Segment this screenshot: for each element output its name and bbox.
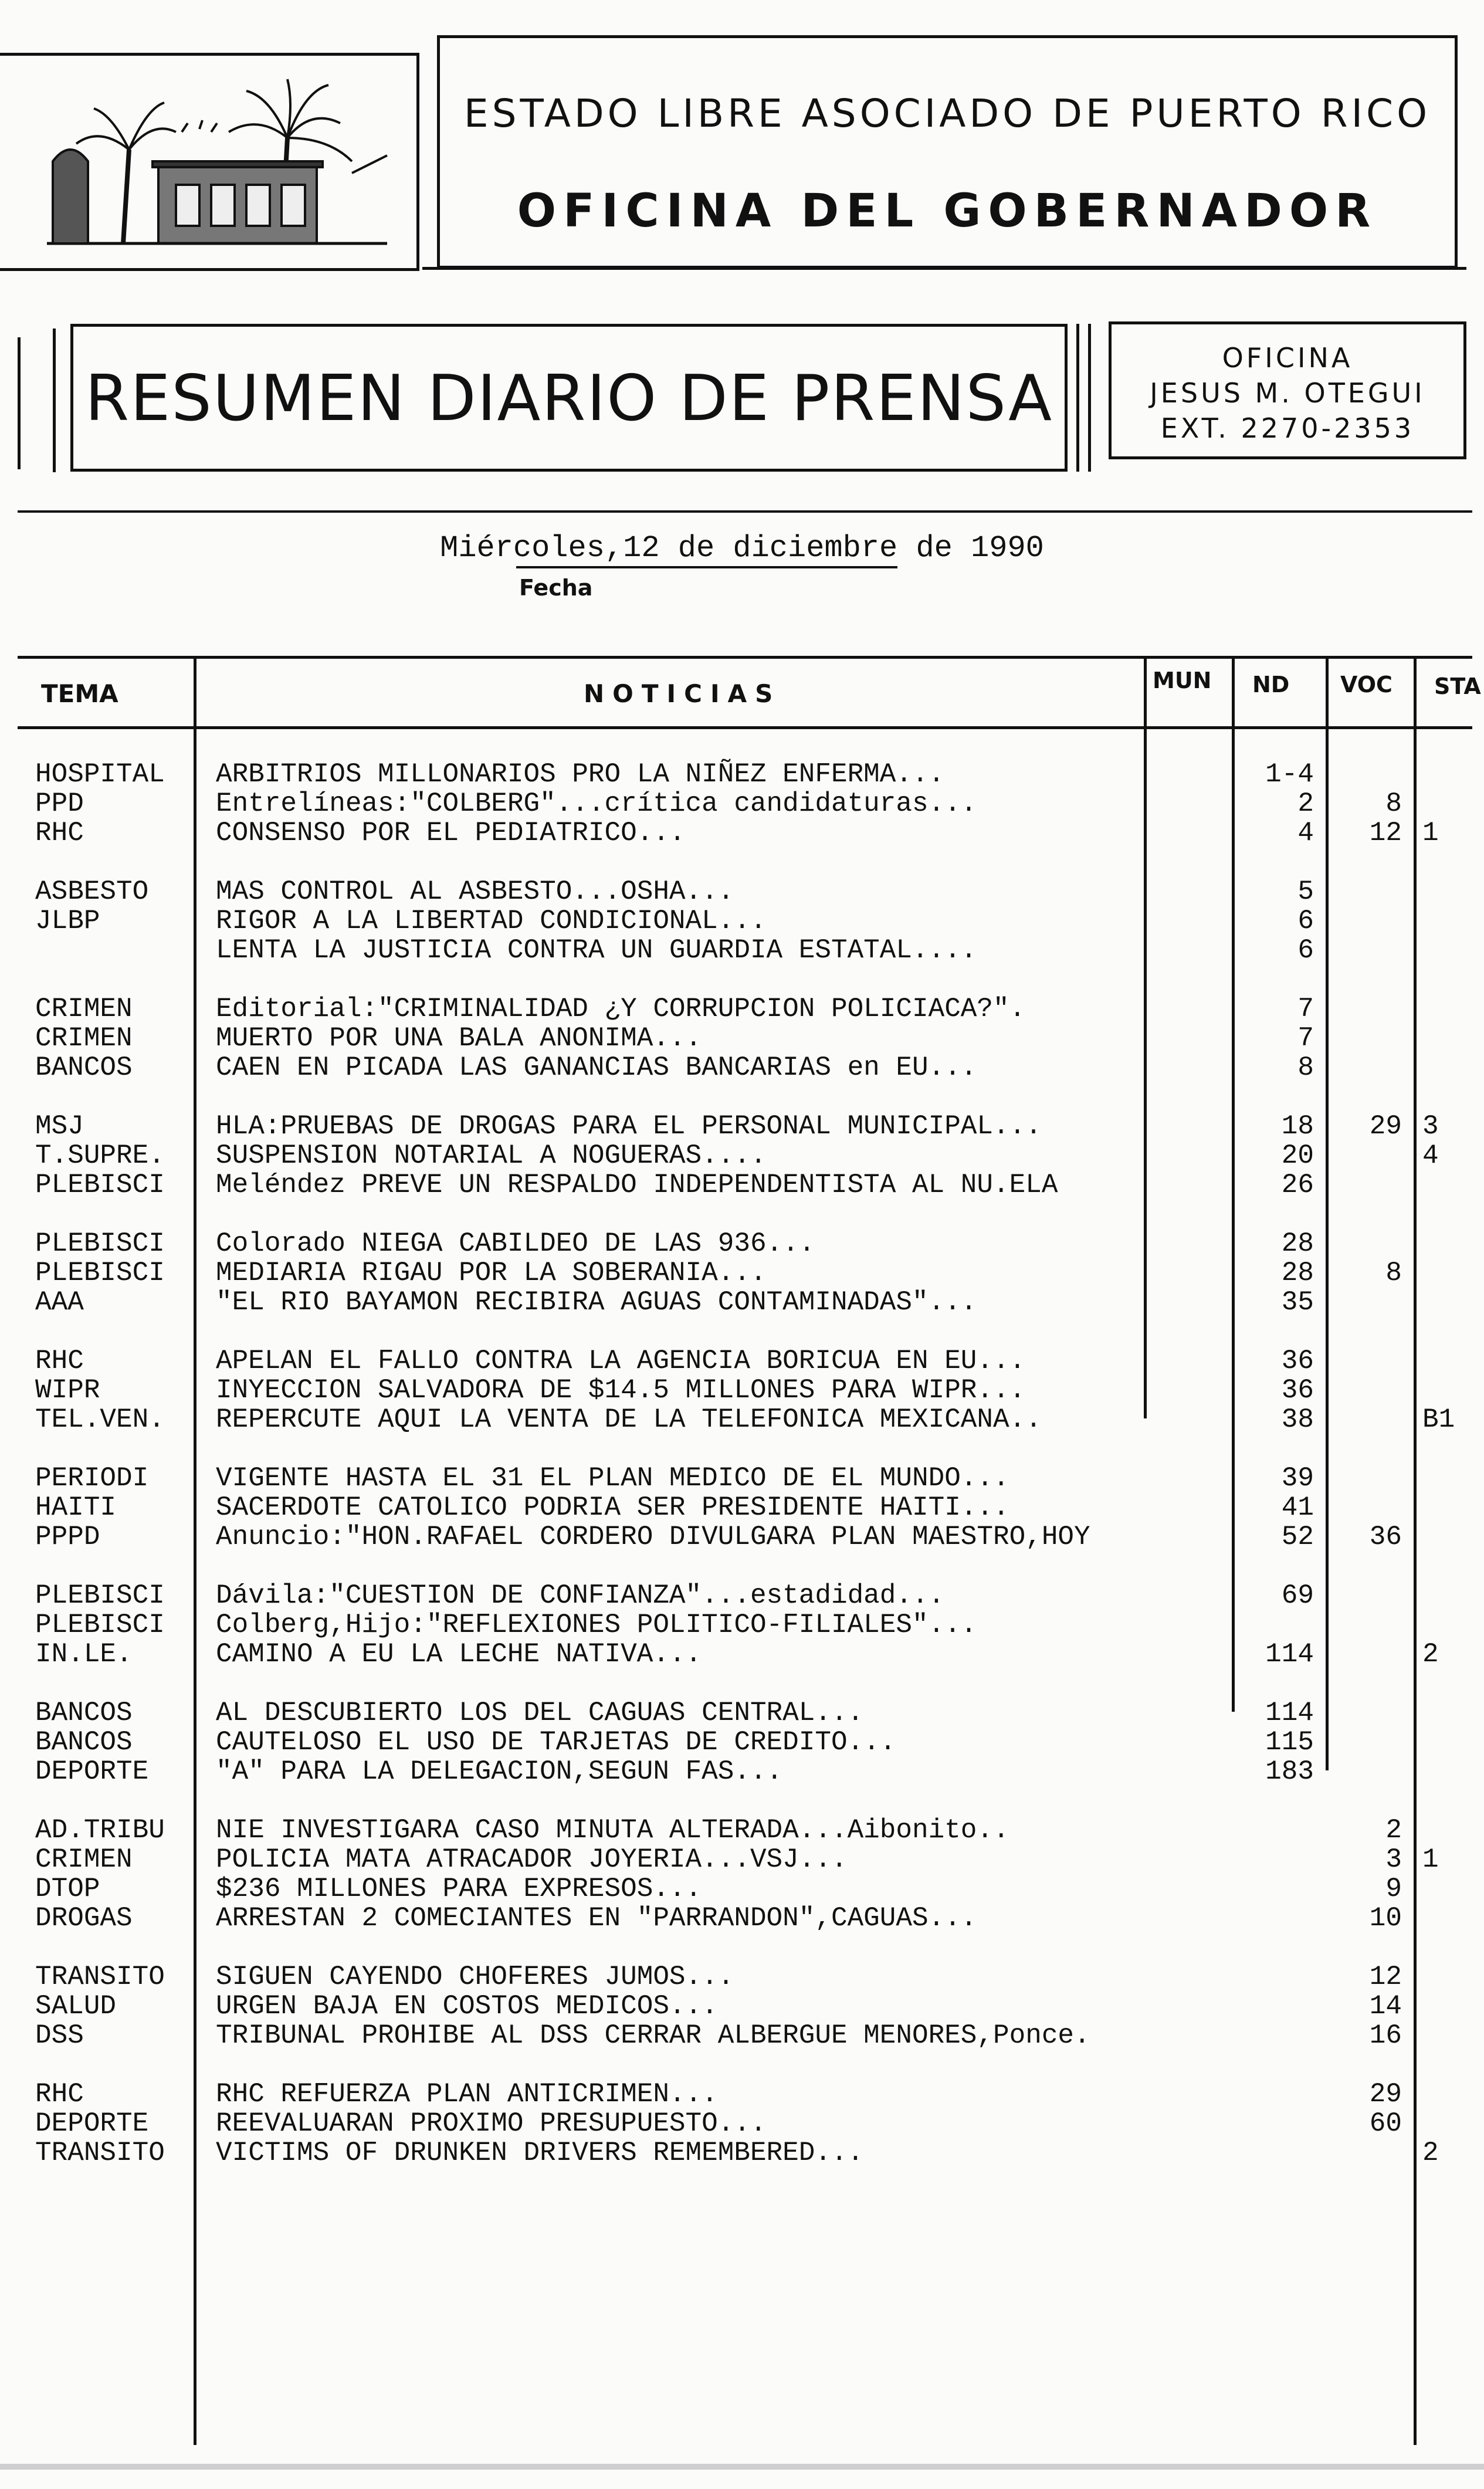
frame-mark <box>53 329 56 472</box>
sta-cell: 4 <box>1422 1140 1439 1171</box>
noticia-cell: HLA:PRUEBAS DE DROGAS PARA EL PERSONAL MUNICIPAL... <box>216 1111 1042 1142</box>
nd-cell: 39 <box>1281 1463 1314 1494</box>
noticia-cell: SIGUEN CAYENDO CHOFERES JUMOS... <box>216 1962 734 1992</box>
voc-cell: 14 <box>1369 1991 1402 2021</box>
tema-cell: TEL.VEN. <box>35 1404 165 1435</box>
nd-cell: 5 <box>1297 876 1314 907</box>
tema-cell: RHC <box>35 2079 84 2109</box>
noticia-cell: ARBITRIOS MILLONARIOS PRO LA NIÑEZ ENFERMA... <box>216 759 945 790</box>
office-extension: EXT. 2270-2353 <box>1160 412 1415 444</box>
col-divider-noticias <box>1144 656 1147 1418</box>
tema-cell: PLEBISCI <box>35 1580 165 1611</box>
tema-cell: CRIMEN <box>35 1844 133 1875</box>
header-rule <box>422 267 1466 270</box>
nd-cell: 115 <box>1265 1727 1314 1757</box>
nd-cell: 26 <box>1281 1170 1314 1200</box>
noticia-cell: APELAN EL FALLO CONTRA LA AGENCIA BORICUA EN EU... <box>216 1346 1026 1376</box>
date-separator <box>18 510 1472 513</box>
tema-cell: DEPORTE <box>35 2108 149 2139</box>
noticia-cell: VICTIMS OF DRUNKEN DRIVERS REMEMBERED... <box>216 2138 864 2168</box>
date-value: Miércoles,12 de diciembre de 1990 <box>440 531 1044 565</box>
noticia-cell: Anuncio:"HON.RAFAEL CORDERO DIVULGARA PLAN MAESTRO,HOY <box>216 1522 1090 1552</box>
nd-cell: 6 <box>1297 935 1314 966</box>
tema-cell: BANCOS <box>35 1698 133 1728</box>
scan-edge <box>0 2464 1484 2470</box>
nd-cell: 28 <box>1281 1228 1314 1259</box>
nd-cell: 69 <box>1281 1580 1314 1611</box>
nd-cell: 1-4 <box>1265 759 1314 790</box>
tema-cell: DTOP <box>35 1874 100 1904</box>
header-tema: TEMA <box>41 679 118 708</box>
title-frame <box>437 35 1458 269</box>
noticia-cell: CAEN EN PICADA LAS GANANCIAS BANCARIAS en EU... <box>216 1052 977 1083</box>
noticia-cell: Entrelíneas:"COLBERG"...crítica candidaturas... <box>216 788 977 819</box>
resumen-frame <box>70 324 1068 472</box>
tema-cell: TRANSITO <box>35 2138 165 2168</box>
noticia-cell: CAMINO A EU LA LECHE NATIVA... <box>216 1639 702 1670</box>
nd-cell: 183 <box>1265 1756 1314 1787</box>
noticia-cell: POLICIA MATA ATRACADOR JOYERIA...VSJ... <box>216 1844 848 1875</box>
voc-cell: 60 <box>1369 2108 1402 2139</box>
noticia-cell: Meléndez PREVE UN RESPALDO INDEPENDENTISTA AL NU.ELA <box>216 1170 1058 1200</box>
nd-cell: 28 <box>1281 1258 1314 1288</box>
frame-mark <box>1076 324 1079 472</box>
voc-cell: 2 <box>1385 1815 1402 1845</box>
sta-cell: 1 <box>1422 818 1439 848</box>
tema-cell: HOSPITAL <box>35 759 165 790</box>
noticia-cell: AL DESCUBIERTO LOS DEL CAGUAS CENTRAL... <box>216 1698 864 1728</box>
office-frame <box>1109 321 1466 459</box>
tema-cell: ASBESTO <box>35 876 149 907</box>
tema-cell: WIPR <box>35 1375 100 1406</box>
noticia-cell: RHC REFUERZA PLAN ANTICRIMEN... <box>216 2079 718 2109</box>
nd-cell: 6 <box>1297 906 1314 936</box>
sta-cell: 2 <box>1422 1639 1439 1670</box>
noticia-cell: MEDIARIA RIGAU POR LA SOBERANIA... <box>216 1258 767 1288</box>
noticia-cell: SUSPENSION NOTARIAL A NOGUERAS.... <box>216 1140 767 1171</box>
tema-cell: AD.TRIBU <box>35 1815 165 1845</box>
nd-cell: 20 <box>1281 1140 1314 1171</box>
noticia-cell: SACERDOTE CATOLICO PODRIA SER PRESIDENTE HAITI... <box>216 1492 1009 1523</box>
tema-cell: PPPD <box>35 1522 100 1552</box>
nd-cell: 114 <box>1265 1698 1314 1728</box>
table-top-rule <box>18 656 1472 659</box>
noticia-cell: URGEN BAJA EN COSTOS MEDICOS... <box>216 1991 718 2021</box>
nd-cell: 52 <box>1281 1522 1314 1552</box>
voc-cell: 3 <box>1385 1844 1402 1875</box>
noticia-cell: Editorial:"CRIMINALIDAD ¿Y CORRUPCION POLICIACA?". <box>216 994 1026 1024</box>
noticia-cell: ARRESTAN 2 COMECIANTES EN "PARRANDON",CAGUAS... <box>216 1903 977 1933</box>
voc-cell: 29 <box>1369 1111 1402 1142</box>
noticia-cell: LENTA LA JUSTICIA CONTRA UN GUARDIA ESTATAL.... <box>216 935 977 966</box>
office-label: OFICINA <box>1222 342 1353 374</box>
nd-cell: 41 <box>1281 1492 1314 1523</box>
noticia-cell: Colorado NIEGA CABILDEO DE LAS 936... <box>216 1228 815 1259</box>
nd-cell: 36 <box>1281 1346 1314 1376</box>
noticia-cell: "A" PARA LA DELEGACION,SEGUN FAS... <box>216 1756 783 1787</box>
nd-cell: 114 <box>1265 1639 1314 1670</box>
noticia-cell: TRIBUNAL PROHIBE AL DSS CERRAR ALBERGUE MENORES,Ponce. <box>216 2020 1090 2051</box>
voc-cell: 36 <box>1369 1522 1402 1552</box>
nd-cell: 36 <box>1281 1375 1314 1406</box>
tema-cell: CRIMEN <box>35 1023 133 1054</box>
sta-cell: B1 <box>1422 1404 1455 1435</box>
voc-cell: 12 <box>1369 818 1402 848</box>
tema-cell: BANCOS <box>35 1727 133 1757</box>
noticia-cell: NIE INVESTIGARA CASO MINUTA ALTERADA...Aibonito.. <box>216 1815 1009 1845</box>
tema-cell: PPD <box>35 788 84 819</box>
noticia-cell: CONSENSO POR EL PEDIATRICO... <box>216 818 686 848</box>
tema-cell: DEPORTE <box>35 1756 149 1787</box>
tema-cell: IN.LE. <box>35 1639 133 1670</box>
nd-cell: 7 <box>1297 1023 1314 1054</box>
tema-cell: CRIMEN <box>35 994 133 1024</box>
date-label: Fecha <box>519 575 593 601</box>
office-contact-name: JESUS M. OTEGUI <box>1150 377 1425 409</box>
noticia-cell: INYECCION SALVADORA DE $14.5 MILLONES PARA WIPR... <box>216 1375 1026 1406</box>
tema-cell: JLBP <box>35 906 100 936</box>
tema-cell: PLEBISCI <box>35 1610 165 1640</box>
tema-cell: RHC <box>35 818 84 848</box>
noticia-cell: RIGOR A LA LIBERTAD CONDICIONAL... <box>216 906 767 936</box>
table-header-rule <box>18 726 1472 729</box>
nd-cell: 18 <box>1281 1111 1314 1142</box>
tema-cell: PLEBISCI <box>35 1170 165 1200</box>
office-title: OFICINA DEL GOBERNADOR <box>517 185 1378 238</box>
nd-cell: 4 <box>1297 818 1314 848</box>
tema-cell: PERIODI <box>35 1463 149 1494</box>
header-sta: STA <box>1434 673 1481 699</box>
nd-cell: 2 <box>1297 788 1314 819</box>
voc-cell: 8 <box>1385 1258 1402 1288</box>
voc-cell: 8 <box>1385 788 1402 819</box>
sta-cell: 2 <box>1422 2138 1439 2168</box>
report-title: RESUMEN DIARIO DE PRENSA <box>85 362 1053 435</box>
noticia-cell: MUERTO POR UNA BALA ANONIMA... <box>216 1023 702 1054</box>
tema-cell: PLEBISCI <box>35 1258 165 1288</box>
voc-cell: 9 <box>1385 1874 1402 1904</box>
noticia-cell: MAS CONTROL AL ASBESTO...OSHA... <box>216 876 734 907</box>
voc-cell: 12 <box>1369 1962 1402 1992</box>
sta-cell: 3 <box>1422 1111 1439 1142</box>
noticia-cell: CAUTELOSO EL USO DE TARJETAS DE CREDITO... <box>216 1727 896 1757</box>
nd-cell: 8 <box>1297 1052 1314 1083</box>
tema-cell: T.SUPRE. <box>35 1140 165 1171</box>
noticia-cell: REPERCUTE AQUI LA VENTA DE LA TELEFONICA MEXICANA.. <box>216 1404 1042 1435</box>
noticia-cell: Dávila:"CUESTION DE CONFIANZA"...estadidad... <box>216 1580 945 1611</box>
tema-cell: PLEBISCI <box>35 1228 165 1259</box>
nd-cell: 38 <box>1281 1404 1314 1435</box>
tema-cell: RHC <box>35 1346 84 1376</box>
frame-mark <box>1088 324 1091 472</box>
nd-cell: 7 <box>1297 994 1314 1024</box>
tema-cell: BANCOS <box>35 1052 133 1083</box>
col-divider-mun <box>1232 656 1235 1712</box>
noticia-cell: Colberg,Hijo:"REFLEXIONES POLITICO-FILIALES"... <box>216 1610 977 1640</box>
voc-cell: 10 <box>1369 1903 1402 1933</box>
header-noticias: NOTICIAS <box>584 679 781 708</box>
noticia-cell: VIGENTE HASTA EL 31 EL PLAN MEDICO DE EL MUNDO... <box>216 1463 1009 1494</box>
noticia-cell: "EL RIO BAYAMON RECIBIRA AGUAS CONTAMINADAS"... <box>216 1287 977 1318</box>
header-mun: MUN <box>1153 668 1212 693</box>
col-divider-voc <box>1414 656 1417 2445</box>
frame-mark <box>18 337 21 469</box>
sta-cell: 1 <box>1422 1844 1439 1875</box>
header-nd: ND <box>1252 672 1290 697</box>
col-divider-tema <box>194 656 196 2445</box>
voc-cell: 29 <box>1369 2079 1402 2109</box>
noticia-cell: $236 MILLONES PARA EXPRESOS... <box>216 1874 702 1904</box>
tema-cell: HAITI <box>35 1492 117 1523</box>
noticia-cell: REEVALUARAN PROXIMO PRESUPUESTO... <box>216 2108 767 2139</box>
tema-cell: SALUD <box>35 1991 117 2021</box>
tema-cell: DSS <box>35 2020 84 2051</box>
tema-cell: MSJ <box>35 1111 84 1142</box>
voc-cell: 16 <box>1369 2020 1402 2051</box>
tema-cell: DROGAS <box>35 1903 133 1933</box>
tema-cell: AAA <box>35 1287 84 1318</box>
date-underline <box>516 566 897 568</box>
tema-cell: TRANSITO <box>35 1962 165 1992</box>
governor-mansion-logo <box>35 67 411 261</box>
government-title: ESTADO LIBRE ASOCIADO DE PUERTO RICO <box>463 91 1431 136</box>
logo-frame <box>0 53 419 271</box>
header-voc: VOC <box>1340 672 1392 697</box>
nd-cell: 35 <box>1281 1287 1314 1318</box>
